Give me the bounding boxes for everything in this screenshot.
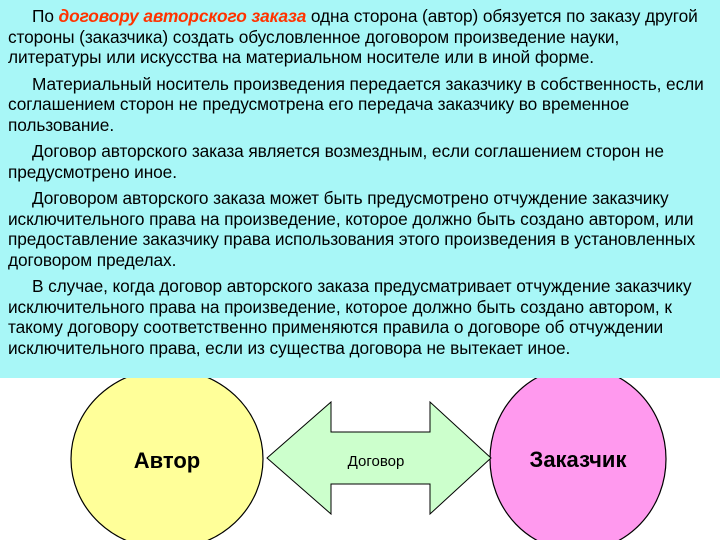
paragraph-rights-transfer: Договором авторского заказа может быть предусмотрено отчуждение заказчику исключительного права на произведение, которое должно быть создано автором, или предоставление заказчику права использования этого произведения в установленных договором пределах. bbox=[8, 188, 696, 270]
author-label: Автор bbox=[133, 448, 201, 473]
definition-lead: По bbox=[32, 6, 59, 26]
diagram bbox=[0, 378, 720, 540]
diagram-canvas bbox=[0, 378, 720, 540]
paragraph-compensation: Договор авторского заказа является возмездным, если соглашением сторон не предусмотрено иное. bbox=[8, 141, 664, 182]
paragraph-material-carrier: Материальный носитель произведения передается заказчику в собственность, если соглашением сторон не предусмотрена его передача заказчику во временное пользование. bbox=[8, 73, 704, 135]
customer-label: Заказчик bbox=[529, 447, 627, 472]
contract-label: Договор bbox=[347, 453, 405, 470]
paragraph-definition bbox=[8, 6, 710, 68]
definition-rest: одна сторона (автор) обязуется по заказу другой стороны (заказчика) создать обусловленное договором произведение науки, литературы или искусства на материальном носителе или в иной форме. bbox=[8, 6, 698, 67]
paragraph-applicable-rules: В случае, когда договор авторского заказа предусматривает отчуждение заказчику исключительного права на произведение, которое должно быть создано автором, к такому договору соответственно применяются правила о договоре об отчуждении исключительного права, если из существа договора не вытекает иное. bbox=[8, 276, 692, 358]
term-highlight: договору авторского заказа bbox=[58, 6, 307, 26]
